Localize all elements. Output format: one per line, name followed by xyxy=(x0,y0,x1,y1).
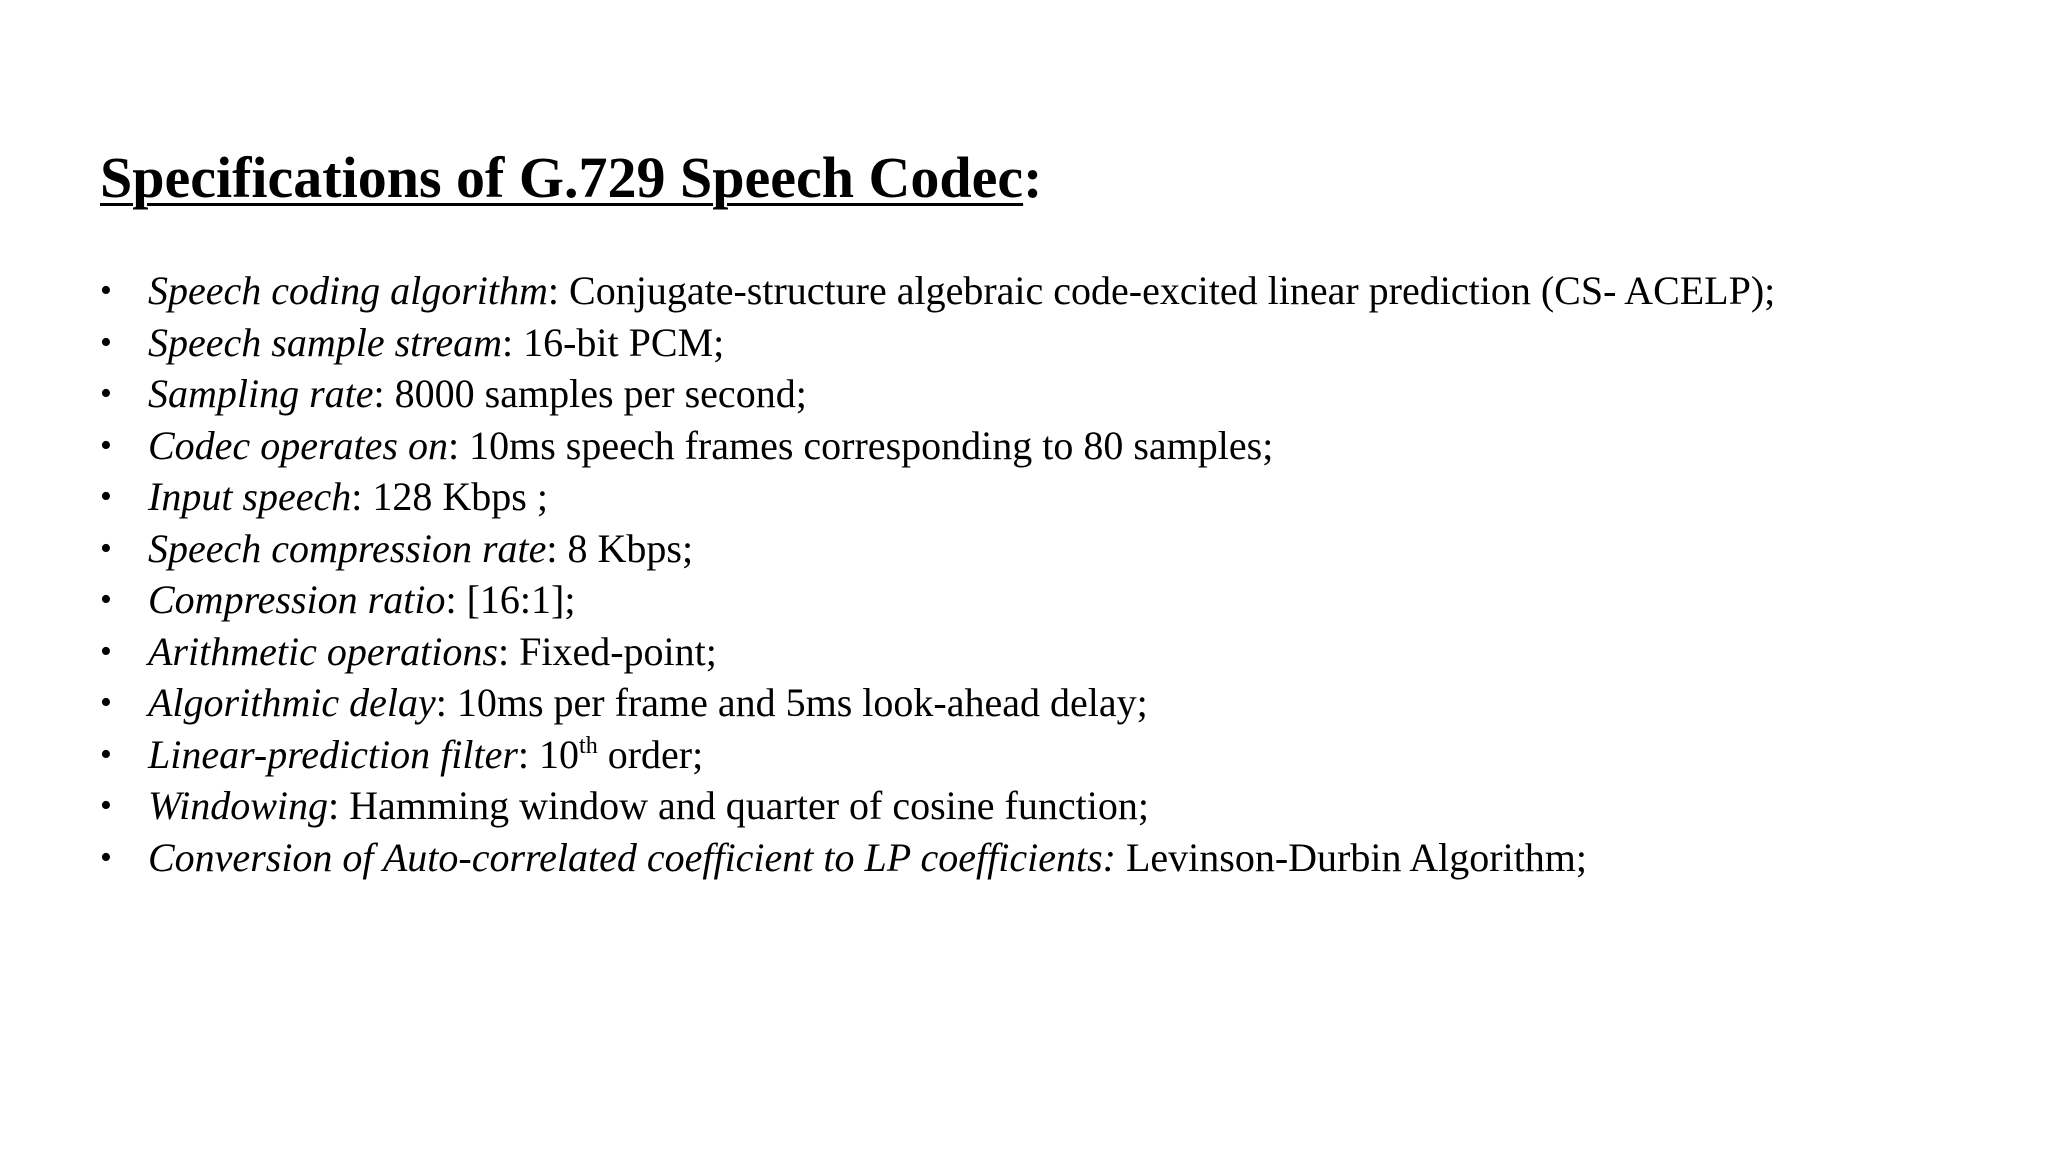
bullet-icon: • xyxy=(100,426,112,464)
bullet-icon: • xyxy=(100,581,112,618)
spec-item-sampling-rate xyxy=(100,368,2000,420)
spec-value: Hamming window and quarter of cosine function; xyxy=(349,783,1149,828)
spec-label: Conversion of Auto-correlated coefficient to LP coefficients: xyxy=(148,834,1116,880)
spec-label: Windowing xyxy=(148,783,329,828)
spec-list xyxy=(100,265,2000,883)
spec-value: 10ms per frame and 5ms look-ahead delay; xyxy=(456,680,1148,725)
bullet-icon: • xyxy=(100,735,112,773)
spec-label: Linear-prediction filter xyxy=(148,731,518,777)
spec-label: Compression ratio xyxy=(148,577,446,622)
bullet-icon: • xyxy=(100,323,112,361)
spec-separator: : xyxy=(373,371,395,416)
bullet-icon: • xyxy=(100,375,112,412)
spec-value: 10 xyxy=(539,731,580,777)
spec-item-arithmetic xyxy=(100,626,2000,678)
bullet-icon: • xyxy=(100,478,112,515)
spec-separator: : xyxy=(501,319,524,365)
spec-separator: : xyxy=(517,731,540,777)
bullet-icon: • xyxy=(100,632,112,670)
spec-value-suffix: order; xyxy=(597,731,704,777)
slide-title xyxy=(100,143,1042,213)
spec-item-windowing xyxy=(100,780,2000,832)
slide-title-colon: : xyxy=(1023,145,1043,210)
spec-value: 8 Kbps; xyxy=(567,525,694,571)
spec-value: [16:1]; xyxy=(466,577,576,622)
spec-value: Conjugate-structure algebraic code-excited linear prediction (CS- ACELP); xyxy=(569,268,1776,313)
spec-value: Levinson-Durbin Algorithm; xyxy=(1125,834,1588,880)
spec-label: Sampling rate xyxy=(148,371,374,416)
spec-value-superscript: th xyxy=(579,732,598,759)
spec-separator: : xyxy=(445,577,467,622)
spec-item-lp-filter xyxy=(100,729,2000,781)
spec-value: 10ms speech frames corresponding to 80 samples; xyxy=(469,422,1274,468)
bullet-icon: • xyxy=(100,787,112,824)
spec-separator: : xyxy=(497,628,520,674)
spec-item-input-speech xyxy=(100,471,2000,523)
slide-title-text: Specifications of G.729 Speech Codec xyxy=(100,145,1024,210)
spec-label: Algorithmic delay xyxy=(148,680,436,725)
spec-label: Speech compression rate xyxy=(148,525,547,571)
spec-value: 16-bit PCM; xyxy=(523,319,725,365)
spec-label: Speech coding algorithm xyxy=(148,268,548,313)
spec-item-frame-size xyxy=(100,420,2000,472)
bullet-icon: • xyxy=(100,529,112,567)
spec-separator xyxy=(1116,835,1126,880)
spec-item-coding-algorithm xyxy=(100,265,2000,317)
spec-label: Speech sample stream xyxy=(148,319,502,365)
spec-label: Input speech xyxy=(148,474,352,519)
spec-value: Fixed-point; xyxy=(519,628,717,674)
spec-item-sample-stream xyxy=(100,317,2000,369)
spec-separator: : xyxy=(435,680,457,725)
bullet-icon: • xyxy=(100,272,112,309)
spec-separator: : xyxy=(546,525,568,571)
spec-item-compression-rate xyxy=(100,523,2000,575)
bullet-icon: • xyxy=(100,684,112,721)
spec-separator: : xyxy=(351,474,373,519)
spec-label: Arithmetic operations xyxy=(148,628,498,674)
spec-separator: : xyxy=(328,783,350,828)
spec-value: 128 Kbps ; xyxy=(372,474,548,519)
bullet-icon: • xyxy=(100,838,112,876)
spec-label: Codec operates on xyxy=(148,422,448,468)
spec-value: 8000 samples per second; xyxy=(394,371,807,416)
spec-item-lp-conversion xyxy=(100,832,2000,884)
spec-separator: : xyxy=(547,268,570,313)
spec-item-compression-ratio xyxy=(100,574,2000,626)
spec-item-algorithmic-delay xyxy=(100,677,2000,729)
spec-separator: : xyxy=(447,422,470,468)
